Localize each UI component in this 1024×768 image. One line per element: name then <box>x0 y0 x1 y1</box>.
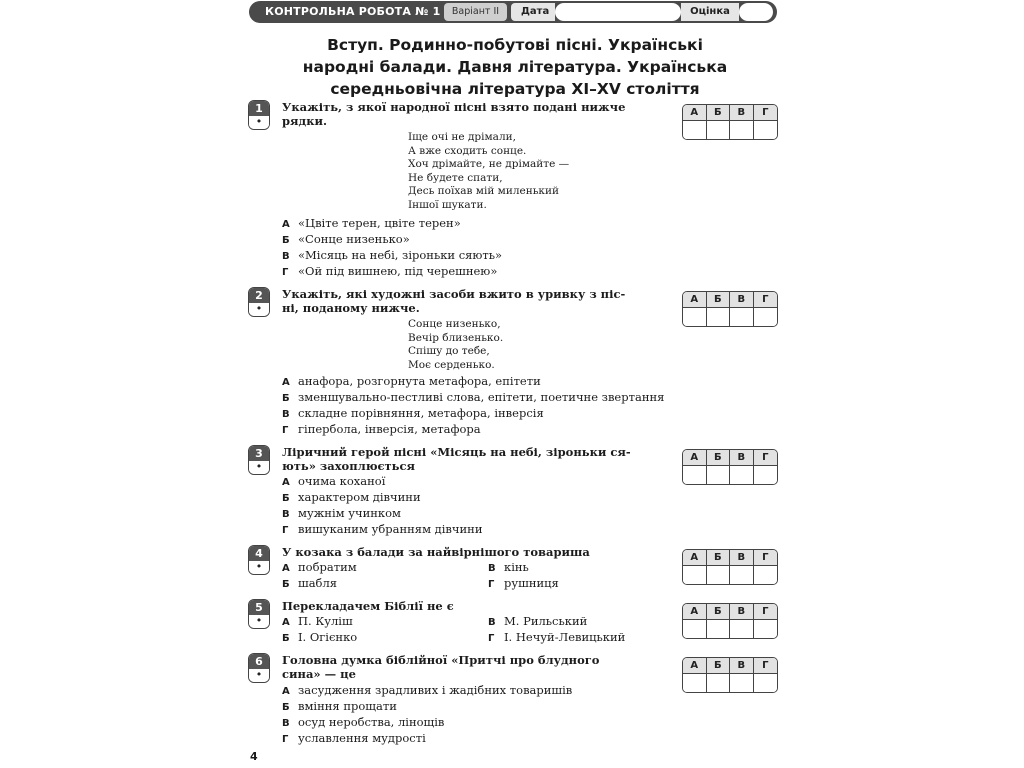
answer-cell-c[interactable] <box>730 466 754 484</box>
answer-cell-a[interactable] <box>683 466 707 484</box>
option-text: «Сонце низенько» <box>298 232 410 246</box>
answer-cell-c[interactable] <box>730 620 754 638</box>
question-number: 4 <box>249 546 269 561</box>
question-number-badge <box>248 599 270 629</box>
question-text-line: ні, поданому нижче. <box>282 301 420 315</box>
question-text-line: У козака з балади за найвірнішого товариша <box>282 545 590 559</box>
date-field[interactable] <box>555 3 681 21</box>
option-c <box>488 614 587 630</box>
question-text <box>282 445 654 473</box>
question-number: 6 <box>249 654 269 669</box>
question-number: 3 <box>249 446 269 461</box>
option-text: засудження зрадливих і жадібних товаришів <box>298 683 573 697</box>
question-text-line: Укажіть, з якої народної пісні взято подані нижче <box>282 100 626 114</box>
option-text: очима коханої <box>298 474 386 488</box>
option-c <box>488 560 529 576</box>
page-title-line: середньовічна література XI–XV століття <box>330 80 700 98</box>
poem-excerpt <box>408 131 569 212</box>
page-title-line: народні балади. Давня література. Українська <box>302 58 728 76</box>
answer-cell-b[interactable] <box>707 466 731 484</box>
answer-grid-header: Б <box>707 450 731 466</box>
answer-cell-b[interactable] <box>707 308 731 326</box>
option-a <box>282 374 541 390</box>
option-c <box>282 506 401 522</box>
option-text: шабля <box>298 576 338 590</box>
answer-grid-header: Г <box>754 658 778 674</box>
answer-cell-b[interactable] <box>707 674 731 692</box>
option-d <box>282 422 481 438</box>
option-text: «Місяць на небі, зіроньки сяють» <box>298 248 503 262</box>
answer-grid-header: Б <box>707 550 731 566</box>
option-text: побратим <box>298 560 357 574</box>
poem-line: Не будете спати, <box>408 171 503 184</box>
question-text <box>282 545 654 559</box>
option-text: І. Нечуй-Левицький <box>504 630 626 644</box>
option-letter: А <box>282 477 290 488</box>
option-a <box>282 216 461 232</box>
option-b <box>282 232 410 248</box>
question-number-badge <box>248 445 270 475</box>
answer-grid <box>682 549 778 585</box>
answer-cell-d[interactable] <box>754 620 778 638</box>
answer-grid-header: Б <box>707 604 731 620</box>
option-letter: Б <box>282 235 290 246</box>
answer-grid-header: Б <box>707 292 731 308</box>
point-dot-icon: • <box>249 669 269 682</box>
answer-grid-header: В <box>730 292 754 308</box>
option-c <box>282 406 544 422</box>
question-text-line: сина» — це <box>282 667 356 681</box>
answer-grid <box>682 291 778 327</box>
option-a <box>282 474 385 490</box>
question-number: 1 <box>249 101 269 116</box>
answer-grid-header: В <box>730 550 754 566</box>
option-letter: Б <box>282 579 290 590</box>
option-text: зменшувально-пестливі слова, епітети, поетичне звертання <box>298 390 665 404</box>
answer-cell-b[interactable] <box>707 121 731 139</box>
option-c <box>282 248 502 264</box>
option-letter: А <box>282 563 290 574</box>
option-text: І. Огієнко <box>298 630 358 644</box>
option-letter: В <box>282 409 290 420</box>
option-letter: В <box>282 251 290 262</box>
poem-line: Іншої шукати. <box>408 198 487 211</box>
question-text <box>282 100 654 128</box>
option-letter: Б <box>282 633 290 644</box>
answer-grid <box>682 603 778 639</box>
question-text-line: ють» захоплюється <box>282 459 415 473</box>
answer-cell-c[interactable] <box>730 308 754 326</box>
option-b <box>282 490 421 506</box>
poem-line: А вже сходить сонце. <box>408 144 527 157</box>
answer-cell-a[interactable] <box>683 566 707 584</box>
question-number-badge <box>248 100 270 130</box>
option-letter: А <box>282 377 290 388</box>
question-number: 5 <box>249 600 269 615</box>
answer-cell-a[interactable] <box>683 674 707 692</box>
option-a <box>282 614 353 630</box>
test-title: КОНТРОЛЬНА РОБОТА № 1 <box>265 5 441 18</box>
point-dot-icon: • <box>249 615 269 628</box>
option-letter: Г <box>488 633 495 644</box>
option-text: рушниця <box>504 576 559 590</box>
answer-grid-header: А <box>683 105 707 121</box>
answer-cell-c[interactable] <box>730 674 754 692</box>
option-letter: В <box>282 718 290 729</box>
answer-grid-header: А <box>683 292 707 308</box>
option-letter: Г <box>282 267 289 278</box>
answer-grid-header: В <box>730 604 754 620</box>
option-a <box>282 560 357 576</box>
question-text <box>282 653 654 681</box>
option-letter: В <box>488 617 496 628</box>
answer-grid <box>682 104 778 140</box>
option-a <box>282 683 572 699</box>
option-letter: Г <box>282 734 289 745</box>
point-dot-icon: • <box>249 116 269 129</box>
answer-grid <box>682 449 778 485</box>
poem-line: Хоч дрімайте, не дрімайте — <box>408 158 570 170</box>
poem-line: Вечір близенько. <box>408 331 504 344</box>
grade-label: Оцінка <box>681 3 739 21</box>
page-number: 4 <box>250 750 258 763</box>
answer-cell-a[interactable] <box>683 121 707 139</box>
option-b <box>282 390 664 406</box>
answer-grid-header: Г <box>754 450 778 466</box>
option-c <box>282 715 444 731</box>
option-d <box>282 522 483 538</box>
question-text <box>282 599 654 613</box>
answer-cell-b[interactable] <box>707 620 731 638</box>
option-text: «Цвіте терен, цвіте терен» <box>298 216 461 230</box>
answer-grid-header: Г <box>754 604 778 620</box>
answer-cell-b[interactable] <box>707 566 731 584</box>
question-text-line: Перекладачем Біблії не є <box>282 599 454 613</box>
option-letter: Б <box>282 393 290 404</box>
question-text-line: рядки. <box>282 114 328 128</box>
option-text: «Ой під вишнею, під черешнею» <box>298 264 498 278</box>
option-text: гіпербола, інверсія, метафора <box>298 422 481 436</box>
option-text: вміння прощати <box>298 699 397 713</box>
option-d <box>282 264 497 280</box>
answer-grid-header: Г <box>754 292 778 308</box>
page-title-line: Вступ. Родинно-побутові пісні. Українські <box>327 36 703 54</box>
question-number-badge <box>248 287 270 317</box>
option-text: М. Рильський <box>504 614 588 628</box>
option-text: анафора, розгорнута метафора, епітети <box>298 374 541 388</box>
poem-line: Десь поїхав мій миленький <box>408 185 559 197</box>
answer-grid-header: А <box>683 550 707 566</box>
option-letter: Б <box>282 493 290 504</box>
question-number-badge <box>248 653 270 683</box>
answer-grid-header: Б <box>707 105 731 121</box>
answer-cell-a[interactable] <box>683 620 707 638</box>
answer-cell-d[interactable] <box>754 566 778 584</box>
option-letter: А <box>282 219 290 230</box>
option-b <box>282 630 357 646</box>
option-d <box>488 630 625 646</box>
question-text-line: Укажіть, які художні засоби вжито в уривку з піс- <box>282 287 626 301</box>
answer-grid-header: Г <box>754 550 778 566</box>
option-letter: В <box>488 563 496 574</box>
poem-line: Іще очі не дрімали, <box>408 131 516 143</box>
option-b <box>282 576 337 592</box>
poem-line: Сонце низенько, <box>408 318 501 330</box>
answer-grid-header: Б <box>707 658 731 674</box>
option-text: характером дівчини <box>298 490 421 504</box>
option-d <box>488 576 559 592</box>
answer-grid-header: А <box>683 604 707 620</box>
answer-cell-d[interactable] <box>754 674 778 692</box>
answer-grid-header: В <box>730 658 754 674</box>
answer-cell-a[interactable] <box>683 308 707 326</box>
answer-cell-c[interactable] <box>730 121 754 139</box>
answer-grid-header: Г <box>754 105 778 121</box>
answer-grid-header: А <box>683 658 707 674</box>
answer-grid-header: В <box>730 105 754 121</box>
option-text: осуд неробства, лінощів <box>298 715 445 729</box>
option-letter: Г <box>282 425 289 436</box>
option-b <box>282 699 397 715</box>
option-text: вишуканим убранням дівчини <box>298 522 483 536</box>
answer-grid-header: В <box>730 450 754 466</box>
question-number-badge <box>248 545 270 575</box>
option-d <box>282 731 426 747</box>
question-number: 2 <box>249 288 269 303</box>
poem-line: Спішу до тебе, <box>408 345 490 357</box>
poem-line: Моє серденько. <box>408 358 495 371</box>
option-text: мужнім учинком <box>298 506 401 520</box>
option-letter: Г <box>488 579 495 590</box>
poem-excerpt <box>408 318 503 372</box>
option-text: складне порівняння, метафора, інверсія <box>298 406 544 420</box>
date-label: Дата <box>511 3 555 21</box>
option-letter: А <box>282 617 290 628</box>
point-dot-icon: • <box>249 561 269 574</box>
option-letter: Г <box>282 525 289 536</box>
variant-label: Варіант II <box>444 3 507 21</box>
option-letter: А <box>282 686 290 697</box>
option-letter: В <box>282 509 290 520</box>
answer-cell-d[interactable] <box>754 121 778 139</box>
option-text: П. Куліш <box>298 614 353 628</box>
header-bar <box>249 1 777 23</box>
point-dot-icon: • <box>249 461 269 474</box>
page-title <box>280 34 750 100</box>
option-letter: Б <box>282 702 290 713</box>
point-dot-icon: • <box>249 303 269 316</box>
answer-cell-d[interactable] <box>754 466 778 484</box>
answer-cell-c[interactable] <box>730 566 754 584</box>
option-text: уславлення мудрості <box>298 731 426 745</box>
grade-field[interactable] <box>739 3 773 21</box>
question-text-line: Ліричний герой пісні «Місяць на небі, зіроньки ся- <box>282 445 631 459</box>
answer-grid <box>682 657 778 693</box>
question-text <box>282 287 654 315</box>
option-text: кінь <box>504 560 529 574</box>
answer-grid-header: А <box>683 450 707 466</box>
question-text-line: Головна думка біблійної «Притчі про блудного <box>282 653 600 667</box>
answer-cell-d[interactable] <box>754 308 778 326</box>
